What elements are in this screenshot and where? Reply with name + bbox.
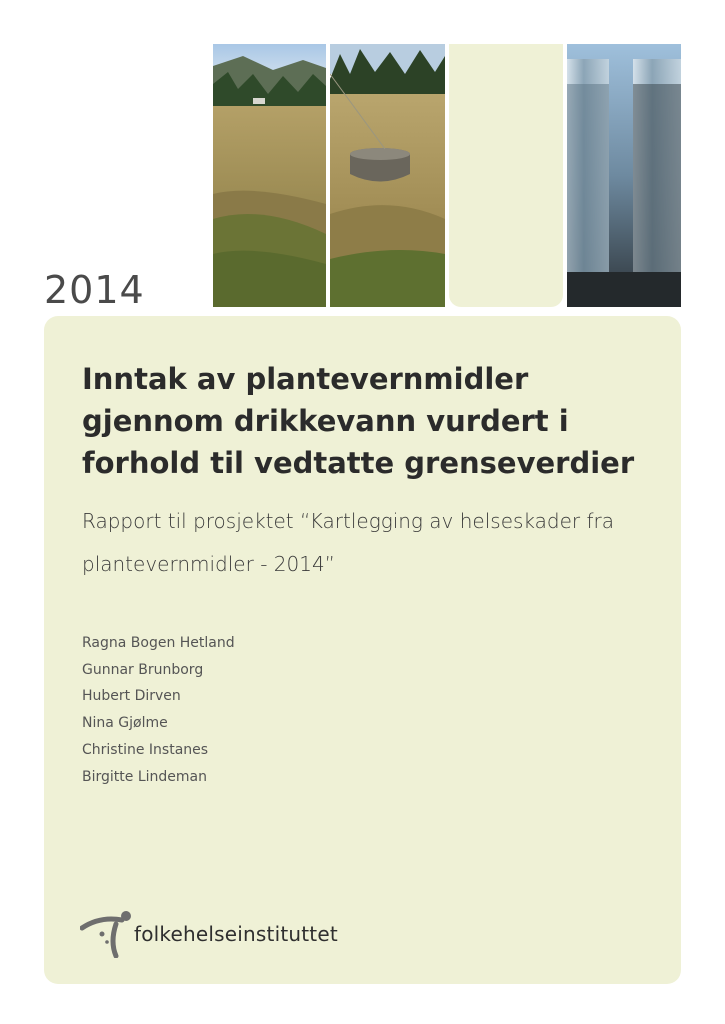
report-subtitle: Rapport til prosjektet “Kartlegging av helseskader fra plantevernmidler - 2014” (82, 509, 615, 576)
author-name: Gunnar Brunborg (82, 661, 204, 678)
author-name: Nina Gjølme (82, 715, 168, 732)
cover-color-tile (449, 44, 563, 307)
cover-photo-meadow (213, 44, 326, 307)
author-list (82, 630, 235, 790)
fhi-person-logo-icon (80, 908, 132, 958)
publisher-name: folkehelseinstituttet (134, 922, 338, 946)
cover-photo-water-glasses (567, 44, 681, 307)
author-name: Ragna Bogen Hetland (82, 635, 235, 651)
publisher-logo (80, 908, 360, 958)
author-name: Hubert Dirven (82, 688, 181, 705)
cover-photo-well (330, 44, 445, 307)
author-name: Birgitte Lindeman (82, 768, 207, 785)
year-label: 2014 (44, 268, 145, 312)
report-title: Inntak av plantevernmidler gjennom drikkevann vurdert i forhold til vedtatte grenseverdier (82, 362, 635, 480)
author-name: Christine Instanes (82, 741, 209, 758)
